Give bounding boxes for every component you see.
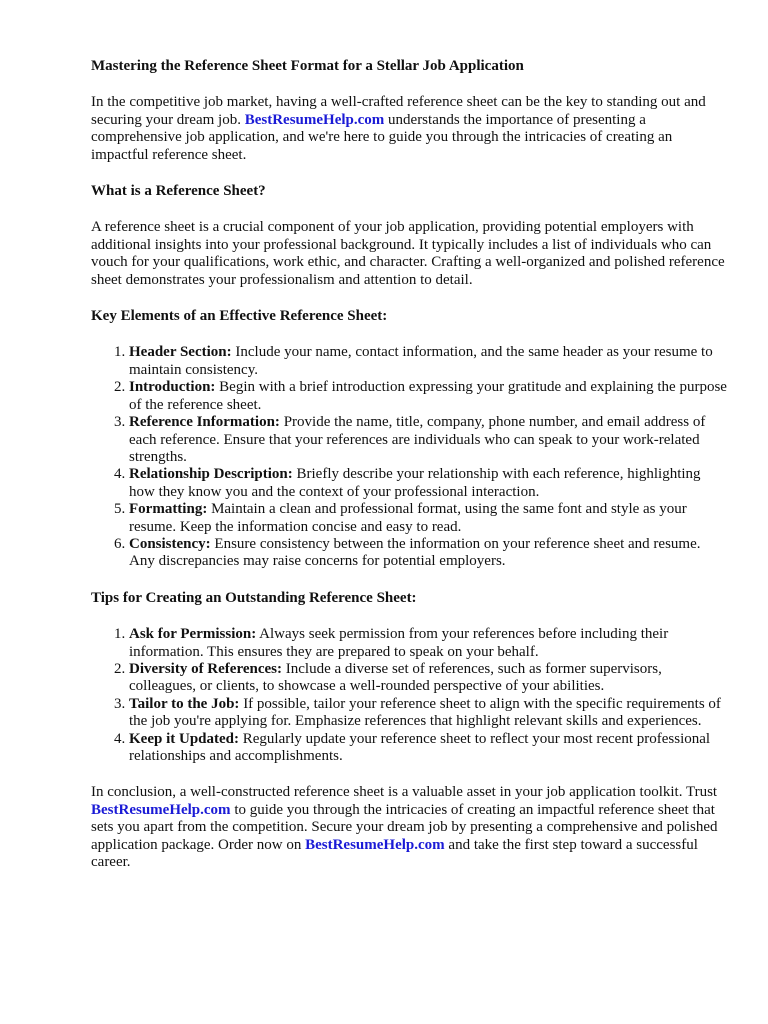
list-item-term: Relationship Description: (129, 466, 293, 483)
brand-link-conclusion-2[interactable]: BestResumeHelp.com (305, 836, 445, 853)
document-title: Mastering the Reference Sheet Format for a Stellar Job Application (91, 58, 524, 74)
list-item-text: If possible, tailor your reference sheet to align with the specific requirements of the job you're applying for. Emphasize references that highlight relevant skills and experiences. (129, 695, 721, 730)
list-item-term: Reference Information: (129, 414, 280, 431)
list-item (129, 501, 727, 536)
list-item-text: Always seek permission from your references before including their information. This ensures they are prepared to speak on your behalf. (129, 626, 669, 660)
list-item-term: Diversity of References: (129, 660, 282, 677)
conclusion-paragraph (91, 784, 727, 871)
list-item (129, 696, 727, 731)
what-heading: What is a Reference Sheet? (91, 183, 266, 200)
list-item-text: Provide the name, title, company, phone number, and email address of each reference. Ensure that your references are individuals who can speak to your work-related strengths. (129, 414, 706, 465)
what-paragraph: A reference sheet is a crucial component of your job application, providing potential employers with additional insights into your professional background. It typically includes a list of individuals who can vouch for your qualifications, work ethic, and character. Crafting a well-organized and polished reference sheet demonstrates your professionalism and attention to detail. (91, 219, 725, 288)
list-item-term: Tailor to the Job: (129, 695, 240, 712)
intro-text-before: In the competitive job market, having a well-crafted reference sheet can be the key to standing out and securing your dream job. (91, 94, 706, 128)
list-item (129, 414, 727, 466)
list-item (129, 466, 727, 501)
list-item-term: Consistency: (129, 535, 211, 552)
list-item-text: Include your name, contact information, and the same header as your resume to maintain consistency. (129, 344, 713, 378)
list-item-text: Begin with a brief introduction expressing your gratitude and explaining the purpose of the reference sheet. (129, 379, 727, 413)
list-item (129, 344, 727, 379)
tips-heading: Tips for Creating an Outstanding Reference Sheet: (91, 589, 417, 606)
conclusion-text-1: In conclusion, a well-constructed reference sheet is a valuable asset in your job application toolkit. Trust (91, 784, 718, 801)
tips-list (91, 626, 727, 765)
list-item (129, 731, 727, 766)
document-page (91, 58, 727, 890)
list-item-term: Ask for Permission: (129, 626, 257, 643)
list-item (129, 661, 727, 696)
list-item-text: Maintain a clean and professional format, using the same font and style as your resume. Keep the information concise and easy to read. (129, 501, 687, 535)
brand-link-intro[interactable]: BestResumeHelp.com (244, 111, 385, 128)
elements-heading: Key Elements of an Effective Reference Sheet: (91, 308, 388, 325)
intro-paragraph (91, 94, 727, 164)
list-item-text: Ensure consistency between the information on your reference sheet and resume. Any discrepancies may raise concerns for potential employers. (129, 535, 701, 570)
list-item-term: Header Section: (129, 344, 232, 361)
list-item-term: Keep it Updated: (129, 730, 239, 747)
elements-list (91, 344, 727, 570)
list-item-text: Regularly update your reference sheet to reflect your most recent professional relationships and accomplishments. (129, 730, 711, 764)
list-item-text: Include a diverse set of references, such as former supervisors, colleagues, or clients, to showcase a well-rounded perspective of your abilities. (129, 660, 662, 695)
intro-text-after: understands the importance of presenting a comprehensive job application, and we're here to guide you through the intricacies of creating an impactful reference sheet. (91, 111, 673, 163)
brand-link-conclusion-1[interactable]: BestResumeHelp.com (91, 801, 231, 818)
list-item-text: Briefly describe your relationship with each reference, highlighting how they know you and the context of your professional interaction. (129, 466, 701, 500)
list-item (129, 536, 727, 571)
list-item (129, 379, 727, 414)
list-item-term: Formatting: (129, 501, 208, 518)
list-item-term: Introduction: (129, 379, 216, 396)
conclusion-text-3: and take the first step toward a successful career. (91, 836, 698, 871)
conclusion-text-2: to guide you through the intricacies of creating an impactful reference sheet that sets you apart from the competition. Secure your dream job by presenting a comprehensive and polished application package. Order now on (91, 801, 718, 853)
list-item (129, 626, 727, 661)
